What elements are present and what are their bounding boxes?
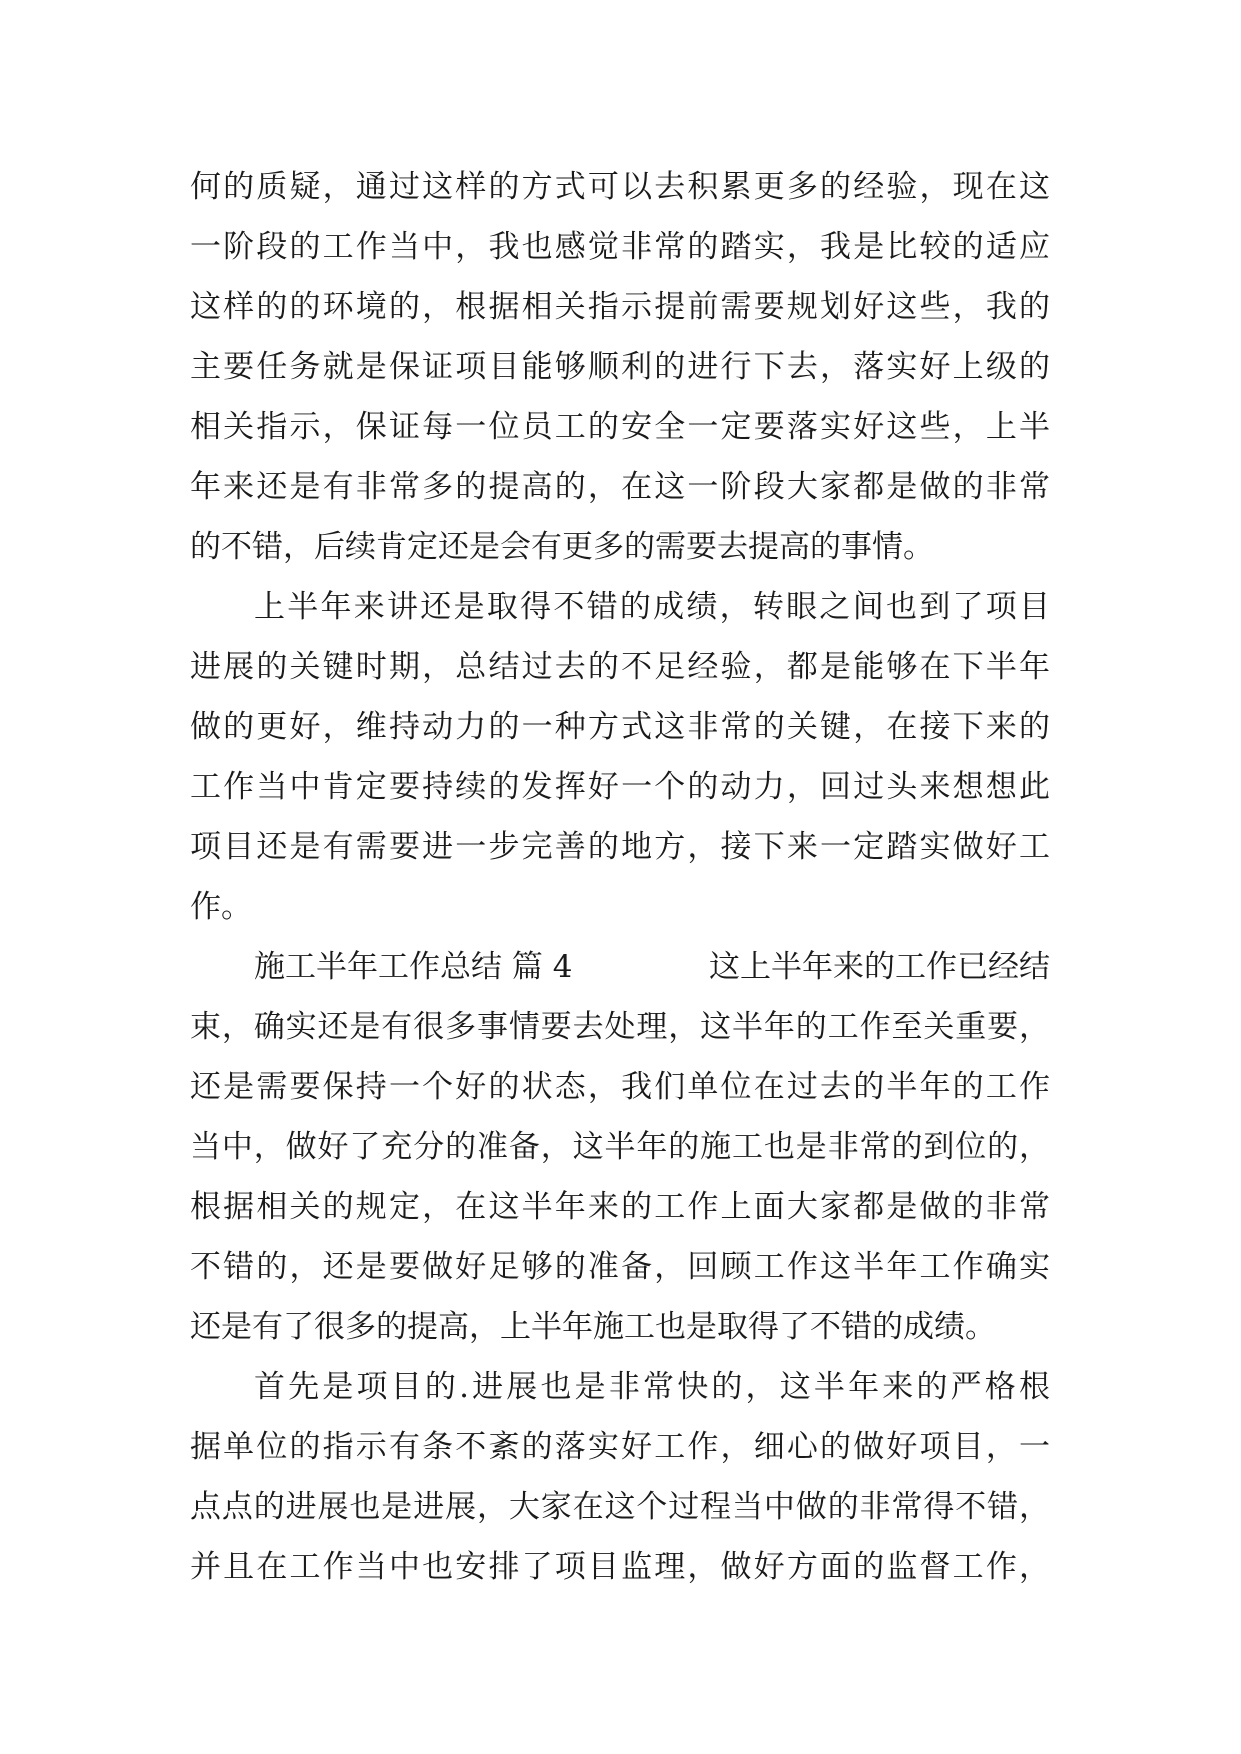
text-line: 还是需要保持一个好的状态，我们单位在过去的半年的工作: [190, 1069, 1050, 1105]
paragraph: [190, 157, 1050, 577]
text-line: 并且在工作当中也安排了项目监理，做好方面的监督工作，: [190, 1549, 1050, 1585]
text-line: 首先是项目的.进展也是非常快的，这半年来的严格根: [254, 1369, 1050, 1405]
text-line: 一阶段的工作当中，我也感觉非常的踏实，我是比较的适应: [190, 229, 1050, 265]
section-lead-text: 这上半年来的工作已经结: [709, 949, 1050, 985]
text-line: 还是有了很多的提高，上半年施工也是取得了不错的成绩。: [190, 1309, 996, 1345]
text-line: 的不错，后续肯定还是会有更多的需要去提高的事情。: [190, 529, 934, 565]
paragraph: [190, 577, 1050, 937]
text-line: 作。: [190, 889, 252, 925]
text-line: 据单位的指示有条不紊的落实好工作，细心的做好项目，一: [190, 1429, 1050, 1465]
text-line: 工作当中肯定要持续的发挥好一个的动力，回过头来想想此: [190, 769, 1050, 805]
text-line: 进展的关键时期，总结过去的不足经验，都是能够在下半年: [190, 649, 1050, 685]
text-line: 点点的进展也是进展，大家在这个过程当中做的非常得不错，: [190, 1489, 1050, 1525]
text-line: 项目还是有需要进一步完善的地方，接下来一定踏实做好工: [190, 829, 1050, 865]
text-line: 年来还是有非常多的提高的，在这一阶段大家都是做的非常: [190, 469, 1050, 505]
text-line: 这样的的环境的，根据相关指示提前需要规划好这些，我的: [190, 289, 1050, 325]
paragraph: [190, 937, 1050, 1357]
text-line: 束，确实还是有很多事情要去处理，这半年的工作至关重要，: [190, 1009, 1050, 1045]
text-line: 主要任务就是保证项目能够顺利的进行下去，落实好上级的: [190, 349, 1050, 385]
text-line: 相关指示，保证每一位员工的安全一定要落实好这些，上半: [190, 409, 1050, 445]
paragraph: [190, 1357, 1050, 1597]
text-line: 根据相关的规定，在这半年来的工作上面大家都是做的非常: [190, 1189, 1050, 1225]
text-line: 做的更好，维持动力的一种方式这非常的关键，在接下来的: [190, 709, 1050, 745]
section-title: 施工半年工作总结 篇 4: [254, 949, 573, 985]
text-line: 不错的，还是要做好足够的准备，回顾工作这半年工作确实: [190, 1249, 1050, 1285]
document-body: [190, 157, 1050, 1597]
text-line: 当中，做好了充分的准备，这半年的施工也是非常的到位的，: [190, 1129, 1050, 1165]
text-line: 上半年来讲还是取得不错的成绩，转眼之间也到了项目: [254, 589, 1050, 625]
section-heading-line: [190, 937, 1050, 997]
text-line: 何的质疑，通过这样的方式可以去积累更多的经验，现在这: [190, 169, 1050, 205]
